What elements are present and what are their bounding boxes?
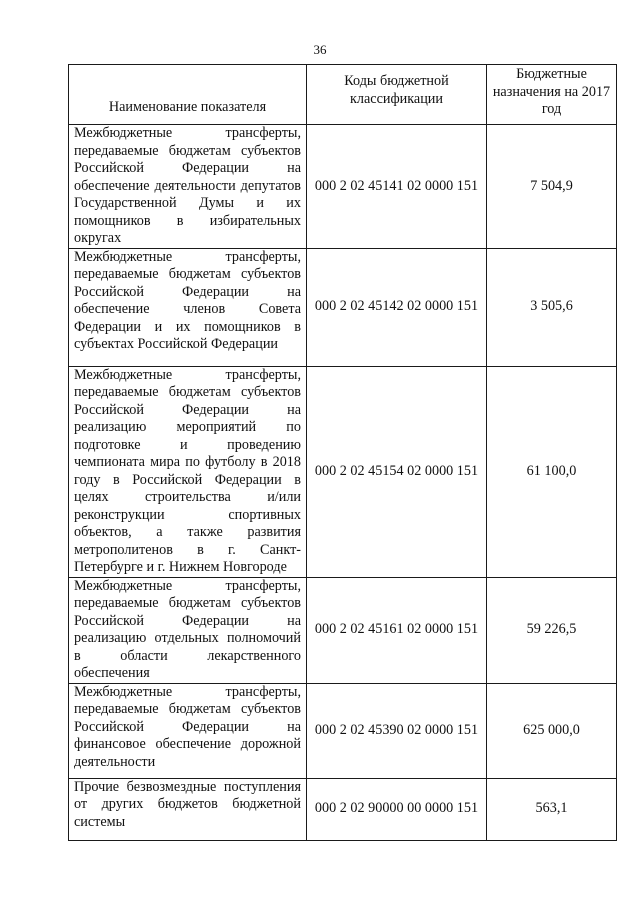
- row-budget-amount: 59 226,5: [487, 577, 617, 683]
- row-budget-code: 000 2 02 90000 00 0000 151: [307, 778, 487, 840]
- row-indicator-name: Межбюджетные трансферты, передаваемые бюджетам субъектов Российской Федерации на обеспечение деятельности депутатов Государственной Думы и их помощников в избирательных округах: [69, 125, 307, 249]
- row-budget-code: 000 2 02 45161 02 0000 151: [307, 577, 487, 683]
- row-budget-code: 000 2 02 45142 02 0000 151: [307, 248, 487, 366]
- row-budget-code: 000 2 02 45154 02 0000 151: [307, 366, 487, 577]
- budget-table: [68, 64, 617, 841]
- page-number: 36: [313, 42, 327, 57]
- table-row: [69, 366, 617, 577]
- row-budget-amount: 563,1: [487, 778, 617, 840]
- row-budget-amount: 3 505,6: [487, 248, 617, 366]
- row-indicator-name: Прочие безвозмездные поступления от других бюджетов бюджетной системы: [69, 778, 307, 840]
- row-indicator-name: Межбюджетные трансферты, передаваемые бюджетам субъектов Российской Федерации на финансовое обеспечение дорожной деятельности: [69, 683, 307, 778]
- row-indicator-name: Межбюджетные трансферты, передаваемые бюджетам субъектов Российской Федерации на реализацию мероприятий по подготовке и проведению чемпионата мира по футболу в 2018 году в Российской Федерации в целях строительства и/или реконструкции спортивных объектов, а также развития метрополитенов в г. Санкт-Петербурге и г. Нижнем Новгороде: [69, 366, 307, 577]
- table-row: [69, 125, 617, 249]
- row-indicator-name: Межбюджетные трансферты, передаваемые бюджетам субъектов Российской Федерации на реализацию отдельных полномочий в области лекарственного обеспечения: [69, 577, 307, 683]
- row-indicator-name: Межбюджетные трансферты, передаваемые бюджетам субъектов Российской Федерации на обеспечение членов Совета Федерации и их помощников в субъектах Российской Федерации: [69, 248, 307, 366]
- row-budget-amount: 7 504,9: [487, 125, 617, 249]
- row-budget-amount: 61 100,0: [487, 366, 617, 577]
- header-budget-code: Коды бюджетной классификации: [307, 65, 487, 125]
- table-row: [69, 778, 617, 840]
- header-indicator-name: Наименование показателя: [69, 65, 307, 125]
- table-header-row: [69, 65, 617, 125]
- row-budget-code: 000 2 02 45390 02 0000 151: [307, 683, 487, 778]
- header-budget-amount: Бюджетные назначения на 2017 год: [487, 65, 617, 125]
- row-budget-code: 000 2 02 45141 02 0000 151: [307, 125, 487, 249]
- table-row: [69, 683, 617, 778]
- table-row: [69, 577, 617, 683]
- row-budget-amount: 625 000,0: [487, 683, 617, 778]
- table-row: [69, 248, 617, 366]
